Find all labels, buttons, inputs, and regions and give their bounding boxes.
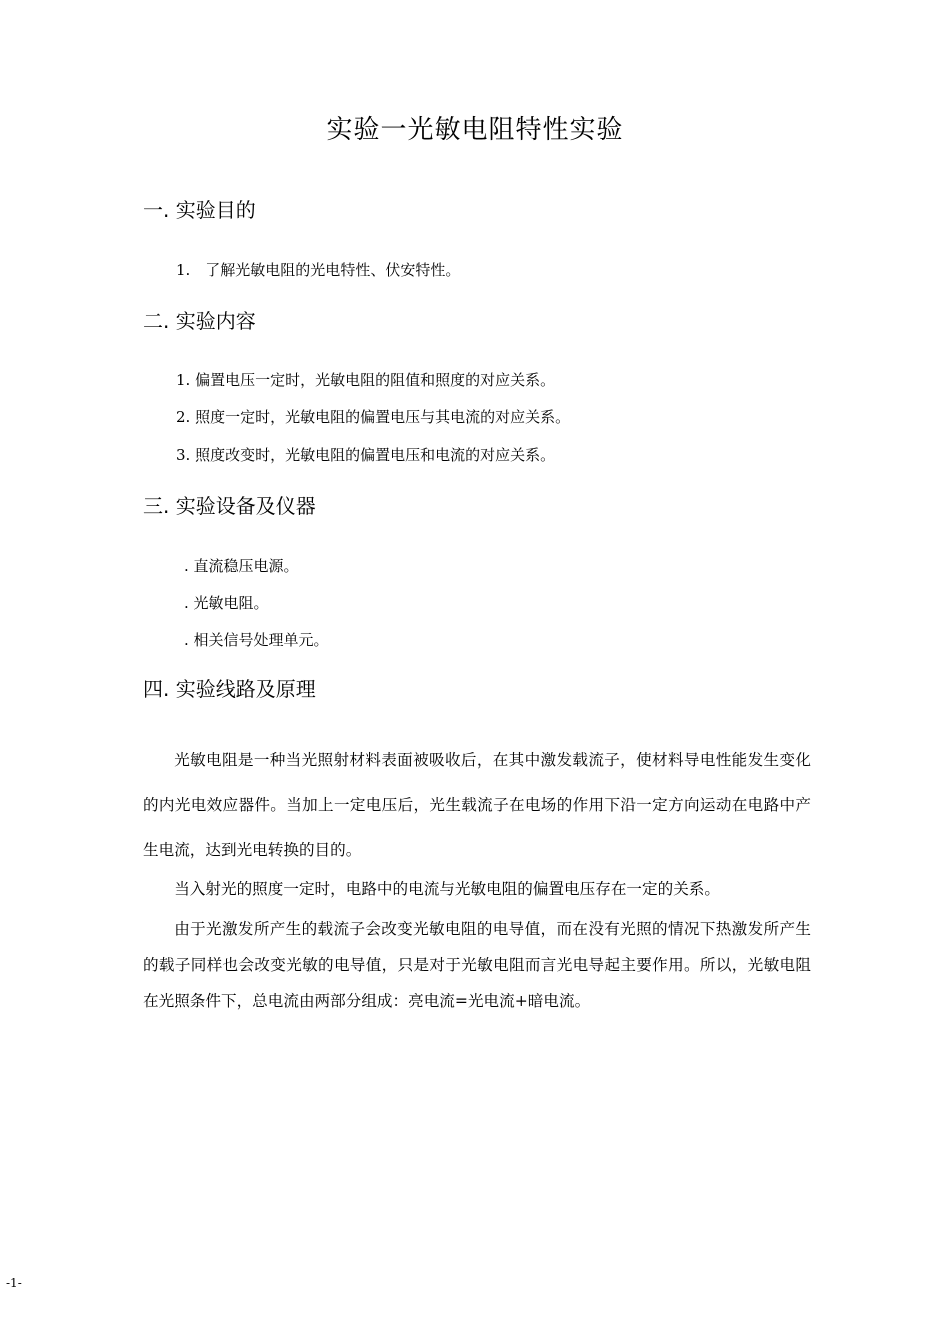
- paragraph-illumination: 当入射光的照度一定时，电路中的电流与光敏电阻的偏置电压存在一定的关系。: [174, 880, 720, 898]
- list-item: . 光敏电阻。: [184, 594, 269, 612]
- paragraph-intro: 光敏电阻是一种当光照射材料表面被吸收后，在其中激发载流子，使材料导电性能发生变化的内光电效应器件。当加上一定电压后，光生载流子在电场的作用下沿一定方向运动在电路中产生电流，达到光电转换的目的。: [143, 751, 811, 859]
- paragraph-current: 由于光激发所产生的载流子会改变光敏电阻的电导值，而在没有光照的情况下热激发所产生的载子同样也会改变光敏的电导值，只是对于光敏电阻而言光电导起主要作用。所以，光敏电阻在光照条件下，总电流由两部分组成：亮电流=光电流+暗电流。: [143, 920, 811, 1010]
- list-item: . 相关信号处理单元。: [184, 631, 329, 649]
- list-item: . 直流稳压电源。: [184, 557, 299, 575]
- list-item: 2. 照度一定时，光敏电阻的偏置电压与其电流的对应关系。: [176, 408, 571, 426]
- page-number: -1-: [6, 1276, 22, 1290]
- document-title: 实验一光敏电阻特性实验: [326, 115, 624, 145]
- section-heading-objective: 一. 实验目的: [143, 198, 256, 222]
- section-heading-content: 二. 实验内容: [143, 309, 256, 333]
- section-heading-principle: 四. 实验线路及原理: [143, 677, 316, 701]
- section-heading-equipment: 三. 实验设备及仪器: [143, 494, 316, 518]
- list-item: 3. 照度改变时，光敏电阻的偏置电压和电流的对应关系。: [176, 446, 556, 464]
- list-item: 1. 偏置电压一定时，光敏电阻的阻值和照度的对应关系。: [176, 371, 556, 389]
- list-item: 1. 了解光敏电阻的光电特性、伏安特性。: [176, 261, 461, 279]
